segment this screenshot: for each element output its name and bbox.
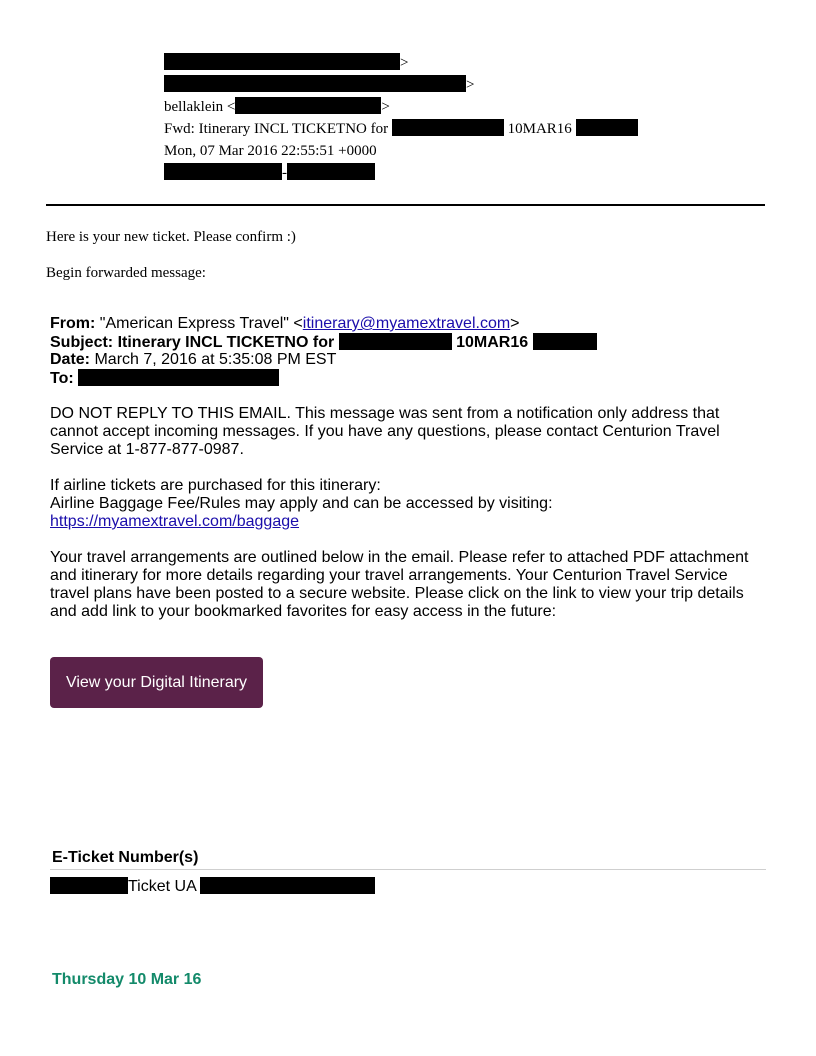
forwarded-date-row (50, 351, 336, 369)
begin-forwarded-label: Begin forwarded message: (46, 265, 206, 281)
redacted-block (533, 333, 597, 350)
header-date-value: Mon, 07 Mar 2016 22:55:51 +0000 (164, 143, 377, 159)
header-cc-value: bellaklein < (164, 99, 236, 115)
header-to-suffix: > (466, 77, 475, 93)
header-divider (46, 204, 765, 206)
eticket-divider (50, 869, 766, 870)
redacted-attachment (287, 163, 375, 180)
forwarded-from-close: > (510, 315, 520, 332)
baggage-link[interactable]: https://myamextravel.com/baggage (50, 513, 300, 530)
redacted-block (235, 97, 381, 114)
redacted-block (164, 53, 400, 70)
redacted-attachment (164, 163, 282, 180)
forwarded-date-value: March 7, 2016 at 5:35:08 PM EST (94, 351, 337, 368)
forwarded-from-label: From: (50, 315, 96, 332)
redacted-block (50, 877, 128, 894)
view-digital-itinerary-button[interactable]: View your Digital Itinerary (50, 657, 263, 708)
redacted-block (339, 333, 452, 350)
header-attachments-sep: - (282, 165, 287, 181)
forwarded-subject-row (50, 333, 597, 352)
airline-line-1: If airline tickets are purchased for this itinerary: (50, 477, 381, 494)
airline-paragraph (50, 477, 770, 531)
forwarded-to-label: To: (50, 370, 74, 387)
redacted-block (164, 75, 466, 92)
header-cc-suffix: > (381, 99, 390, 115)
forwarded-subject-value: Itinerary INCL TICKETNO for (117, 334, 335, 351)
forwarded-to-row (50, 369, 279, 388)
arrangements-paragraph: Your travel arrangements are outlined below in the email. Please refer to attached PDF attachment and itinerary for more details regarding your travel arrangements. Your Centurion Travel Service travel plans have been posted to a secure website. Please click on the link to view your trip details and add link to your bookmarked favorites for easy access in the future: (50, 549, 749, 620)
header-subject-date: 10MAR16 (507, 121, 572, 137)
forwarded-from-email-link[interactable]: itinerary@myamextravel.com (302, 315, 511, 332)
day-heading: Thursday 10 Mar 16 (52, 971, 202, 988)
redacted-block (78, 369, 279, 386)
no-reply-notice: DO NOT REPLY TO THIS EMAIL. This message was sent from a notification only address that cannot accept incoming messages. If you have any questions, please contact Centurion Travel Service at 1-877-877-0987. (50, 405, 720, 458)
eticket-text: Ticket UA (128, 878, 196, 895)
redacted-block (576, 119, 638, 136)
header-subject-value: Fwd: Itinerary INCL TICKETNO for (164, 121, 389, 137)
intro-message: Here is your new ticket. Please confirm :) (46, 229, 296, 245)
redacted-block (200, 877, 375, 894)
header-from-suffix: > (400, 55, 409, 71)
airline-line-2: Airline Baggage Fee/Rules may apply and can be accessed by visiting: (50, 495, 553, 512)
forwarded-from-name: "American Express Travel" < (99, 315, 303, 332)
eticket-row (50, 877, 375, 896)
forwarded-subject-date: 10MAR16 (456, 334, 529, 351)
redacted-block (392, 119, 504, 136)
forwarded-from-row (50, 315, 520, 333)
eticket-section-title: E-Ticket Number(s) (52, 849, 199, 866)
forwarded-subject-label: Subject: (50, 334, 114, 351)
forwarded-date-label: Date: (50, 351, 91, 368)
